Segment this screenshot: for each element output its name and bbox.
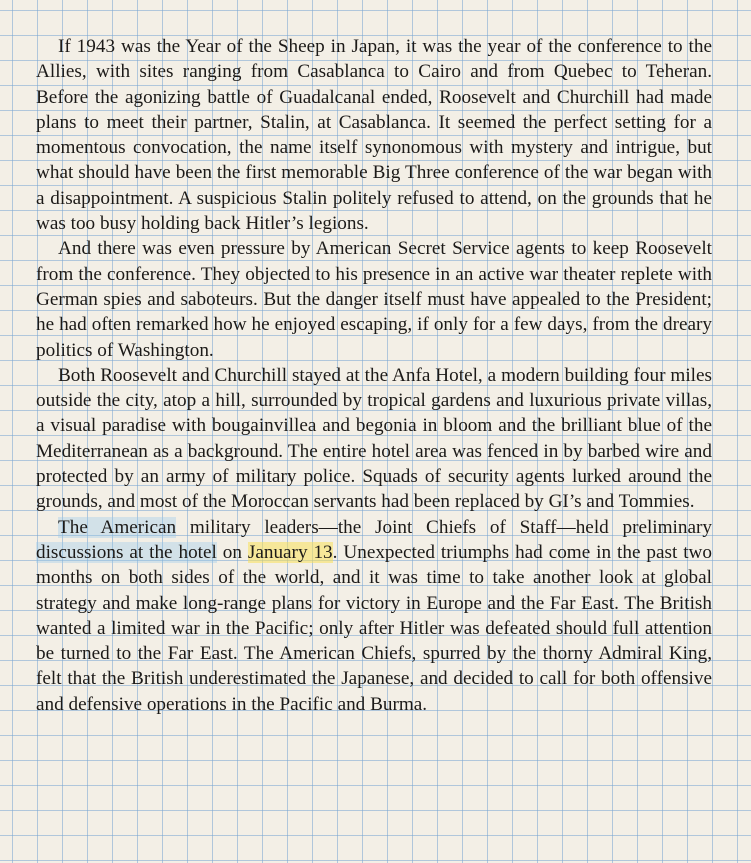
- highlight-january-13: January 13: [247, 541, 333, 563]
- paragraph-4-text-b: on: [216, 541, 248, 563]
- body-text: [36, 34, 712, 717]
- paragraph-2-text: And there was even pressure by American Secret Service agents to keep Roosevelt from the conference. They objected to his presence in an active war theater replete with German spies and saboteurs. But the danger itself must have appealed to the President; he had often remarked how he enjoyed escaping, if only for a few days, from the dreary politics of Washington.: [36, 238, 712, 361]
- paragraph-3-text: Both Roosevelt and Churchill stayed at the Anfa Hotel, a modern building four miles outside the city, atop a hill, surrounded by tropical gardens and luxurious private villas, a visual paradise with bougainvillea and begonia in bloom and the brilliant blue of the Mediterranean as a background. The entire hotel area was fenced in by barbed wire and protected by an army of military police. Squads of security agents lurked around the grounds, and most of the Moroccan servants had been replaced by GI’s and Tommies.: [36, 364, 712, 513]
- highlight-the-american: The American: [58, 516, 177, 538]
- paragraph-4-text-c: . Unexpected triumphs had come in the past two months on both sides of the world, and it was time to take another look at global strategy and make long-range plans for victory in Europe and the Far East. The British wanted a limited war in the Pacific; only after Hitler was defeated should full attention be turned to the Far East. The American Chiefs, spurred by the thorny Admiral King, felt that the British underestimated the Japanese, and decided to call for both offensive and defensive operations in the Pacific and Burma.: [36, 541, 712, 715]
- paragraph-1: [36, 34, 712, 236]
- paragraph-4-text-a: military leaders—the Joint Chiefs of Staff—held preliminary: [176, 516, 712, 538]
- paragraph-2: [36, 236, 712, 362]
- paragraph-3: [36, 363, 712, 515]
- paragraph-4: [36, 515, 712, 717]
- highlight-discussions: discussions at the hotel: [36, 541, 217, 563]
- paragraph-1-text: If 1943 was the Year of the Sheep in Japan, it was the year of the conference to the Allies, with sites ranging from Casablanca to Cairo and from Quebec to Teheran. Before the agonizing battle of Guadalcanal ended, Roosevelt and Churchill had made plans to meet their partner, Stalin, at Casablanca. It seemed the perfect setting for a momentous convocation, the name itself synonomous with mystery and intrigue, but what should have been the first memorable Big Three conference of the war began with a disappointment. A suspicious Stalin politely refused to attend, on the grounds that he was too busy holding back Hitler’s legions.: [36, 36, 712, 235]
